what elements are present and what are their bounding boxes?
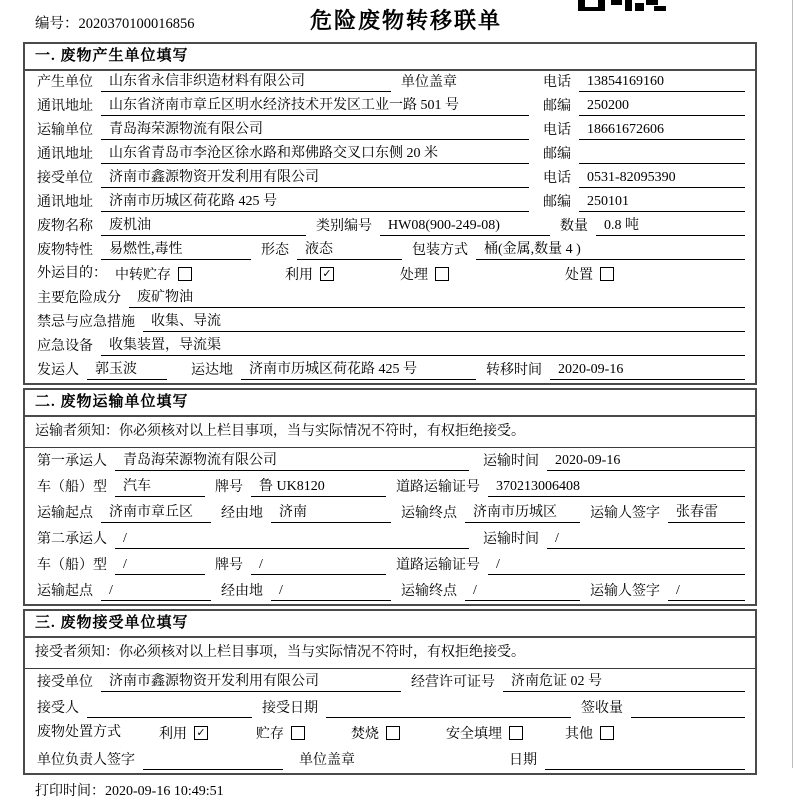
receive-unit-value: 济南市鑫源物资开发利用有限公司 <box>101 169 529 188</box>
row-taboo-measures <box>25 311 755 335</box>
vehicle-type-label: 车（船）型 <box>37 480 107 495</box>
endpoint-value: / <box>465 582 580 601</box>
row-waste-character <box>25 239 755 263</box>
via-value: / <box>271 582 391 601</box>
form-state-value: 液态 <box>297 241 402 260</box>
carrier-sign-value: 张春雷 <box>668 504 745 523</box>
address-label: 通讯地址 <box>37 99 93 114</box>
purpose-label: 外运目的： <box>37 265 107 281</box>
row-route-1 <box>25 500 755 526</box>
vehicle-type-value: / <box>115 556 205 575</box>
address-label: 通讯地址 <box>37 147 93 162</box>
first-carrier-label: 第一承运人 <box>37 454 107 469</box>
vehicle-type-value: 汽车 <box>115 478 205 497</box>
permit-number-label: 经营许可证号 <box>411 675 495 690</box>
checkbox-icon <box>291 726 305 740</box>
checkbox-icon <box>600 726 614 740</box>
receive-person-label: 接受人 <box>37 701 79 716</box>
page-right-edge <box>792 0 793 768</box>
road-license-value: / <box>488 556 745 575</box>
receiver-notice: 接受者须知：你必须核对以上栏目事项，当与实际情况不符时，有权拒绝接受。 <box>25 638 755 669</box>
checkbox-icon <box>386 726 400 740</box>
transport-time-value: / <box>547 530 745 549</box>
taboo-measures-value: 收集、导流 <box>143 313 745 332</box>
purpose-option-dispose: 处置 <box>565 264 614 284</box>
plate-value: 鲁 UK8120 <box>251 478 386 497</box>
phone-label: 电话 <box>543 171 571 186</box>
zip-value <box>579 146 745 164</box>
row-producer-unit <box>25 71 755 95</box>
row-transfer-purpose <box>25 263 755 287</box>
chief-signature-label: 单位负责人签字 <box>37 753 135 768</box>
chief-signature-value <box>143 752 283 770</box>
transport-unit-value: 青岛海荣源物流有限公司 <box>101 121 529 140</box>
transfer-time-label: 转移时间 <box>486 363 542 378</box>
receive-unit-label: 接受单位 <box>37 171 93 186</box>
zip-value: 250200 <box>579 97 745 116</box>
address-value: 山东省青岛市李沧区徐水路和郑佛路交叉口东侧 20 米 <box>101 145 529 164</box>
print-time <box>35 780 796 800</box>
endpoint-value: 济南市历城区 <box>465 504 580 523</box>
zip-label: 邮编 <box>543 195 571 210</box>
row-vehicle-1 <box>25 474 755 500</box>
section-transport <box>23 388 757 606</box>
emergency-equipment-label: 应急设备 <box>37 339 93 354</box>
section-receiver-header: 三. 废物接受单位填写 <box>25 611 755 638</box>
origin-label: 运输起点 <box>37 506 93 521</box>
origin-value: / <box>101 582 211 601</box>
checkbox-icon <box>435 267 449 281</box>
zip-value: 250101 <box>579 193 745 212</box>
document-header <box>0 0 796 42</box>
plate-value: / <box>251 556 386 575</box>
section-producer-header: 一. 废物产生单位填写 <box>25 44 755 71</box>
row-producer-address <box>25 95 755 119</box>
transport-unit-label: 运输单位 <box>37 123 93 138</box>
qr-code-icon <box>578 0 666 11</box>
road-license-label: 道路运输证号 <box>396 480 480 495</box>
purpose-option-treat: 处理 <box>400 264 565 284</box>
date-value <box>545 752 745 770</box>
row-receive-unit <box>25 167 755 191</box>
checkbox-icon <box>178 267 192 281</box>
hazard-component-value: 废矿物油 <box>129 289 745 308</box>
first-carrier-value: 青岛海荣源物流有限公司 <box>115 452 469 471</box>
sender-value: 郭玉波 <box>87 361 167 380</box>
section-receiver <box>23 609 757 775</box>
permit-number-value: 济南危证 02 号 <box>503 673 745 692</box>
row-emergency-equipment <box>25 335 755 359</box>
plate-label: 牌号 <box>215 480 243 495</box>
receive-unit-label: 接受单位 <box>37 675 93 690</box>
unit-seal-label: 单位盖章 <box>299 753 355 768</box>
row-first-carrier <box>25 448 755 474</box>
receive-unit-value: 济南市鑫源物资开发利用有限公司 <box>101 673 401 692</box>
row-vehicle-2 <box>25 552 755 578</box>
section-producer <box>23 42 757 385</box>
endpoint-label: 运输终点 <box>401 506 457 521</box>
taboo-measures-label: 禁忌与应急措施 <box>37 315 135 330</box>
origin-label: 运输起点 <box>37 584 93 599</box>
quantity-label: 数量 <box>560 219 588 234</box>
row-transport-address <box>25 143 755 167</box>
checkbox-icon <box>509 726 523 740</box>
waste-character-value: 易燃性,毒性 <box>101 241 251 260</box>
row-chief-signature <box>25 747 755 773</box>
disposal-method-label: 废物处置方式 <box>37 724 121 740</box>
packing-label: 包装方式 <box>412 243 468 258</box>
row-disposal-method <box>25 721 755 747</box>
phone-label: 电话 <box>543 75 571 90</box>
carrier-sign-label: 运输人签字 <box>590 584 660 599</box>
purpose-option-use: 利用 ✓ <box>285 264 400 284</box>
disposal-option-storage: 贮存 <box>256 723 305 743</box>
receive-date-label: 接受日期 <box>262 701 318 716</box>
waste-name-label: 废物名称 <box>37 219 93 234</box>
waste-character-label: 废物特性 <box>37 243 93 258</box>
checkbox-checked-icon: ✓ <box>194 726 208 740</box>
date-label: 日期 <box>509 753 537 768</box>
category-code-value: HW08(900-249-08) <box>380 217 550 236</box>
receive-person-value <box>87 700 252 718</box>
row-waste-name <box>25 215 755 239</box>
serial-number <box>35 12 195 33</box>
second-carrier-value: / <box>115 530 469 549</box>
row-receive-person <box>25 695 755 721</box>
serial-value: 2020370100016856 <box>78 16 195 32</box>
unit-seal-label: 单位盖章 <box>401 75 457 90</box>
via-value: 济南 <box>271 504 391 523</box>
sender-label: 发运人 <box>37 363 79 378</box>
carrier-sign-value: / <box>668 582 745 601</box>
row-route-2 <box>25 578 755 604</box>
origin-value: 济南市章丘区 <box>101 504 211 523</box>
row-hazard-component <box>25 287 755 311</box>
row-receive-address <box>25 191 755 215</box>
second-carrier-label: 第二承运人 <box>37 532 107 547</box>
via-label: 经由地 <box>221 584 263 599</box>
vehicle-type-label: 车（船）型 <box>37 558 107 573</box>
disposal-option-use: 利用 ✓ <box>159 723 208 743</box>
print-time-label: 打印时间： <box>35 784 105 799</box>
disposal-option-landfill: 安全填埋 <box>446 723 523 743</box>
producer-unit-label: 产生单位 <box>37 75 93 90</box>
plate-label: 牌号 <box>215 558 243 573</box>
emergency-equipment-value: 收集装置，导流渠 <box>101 337 745 356</box>
zip-label: 邮编 <box>543 147 571 162</box>
phone-value: 0531-82095390 <box>579 169 745 188</box>
carrier-sign-label: 运输人签字 <box>590 506 660 521</box>
address-value: 济南市历城区荷花路 425 号 <box>101 193 529 212</box>
transfer-time-value: 2020-09-16 <box>550 361 745 380</box>
print-time-value: 2020-09-16 10:49:51 <box>105 784 224 799</box>
address-label: 通讯地址 <box>37 195 93 210</box>
row-sender <box>25 359 755 383</box>
endpoint-label: 运输终点 <box>401 584 457 599</box>
hazard-component-label: 主要危险成分 <box>37 291 121 306</box>
row-second-carrier <box>25 526 755 552</box>
checkbox-checked-icon: ✓ <box>320 267 334 281</box>
destination-value: 济南市历城区荷花路 425 号 <box>241 361 476 380</box>
row-transport-unit <box>25 119 755 143</box>
road-license-value: 370213006408 <box>488 478 745 497</box>
checkbox-icon <box>600 267 614 281</box>
producer-unit-value: 山东省永信非织造材料有限公司 <box>101 73 391 92</box>
serial-label: 编号： <box>35 16 79 32</box>
signed-amount-label: 签收量 <box>581 701 623 716</box>
section-transport-header: 二. 废物运输单位填写 <box>25 390 755 417</box>
disposal-option-other: 其他 <box>565 723 614 743</box>
transporter-notice: 运输者须知：你必须核对以上栏目事项，当与实际情况不符时，有权拒绝接受。 <box>25 417 755 448</box>
purpose-option-storage: 中转贮存 <box>115 264 285 284</box>
transport-time-label: 运输时间 <box>483 454 539 469</box>
waste-name-value: 废机油 <box>101 217 306 236</box>
via-label: 经由地 <box>221 506 263 521</box>
address-value: 山东省济南市章丘区明水经济技术开发区工业一路 501 号 <box>101 97 529 116</box>
quantity-value: 0.8 吨 <box>596 217 745 236</box>
receive-date-value <box>326 700 571 718</box>
row-receive-unit <box>25 669 755 695</box>
transport-time-value: 2020-09-16 <box>547 452 745 471</box>
signed-amount-value <box>631 700 745 718</box>
page-title: 危险废物转移联单 <box>310 8 503 33</box>
phone-value: 18661672606 <box>579 121 745 140</box>
disposal-option-burn: 焚烧 <box>351 723 400 743</box>
category-code-label: 类别编号 <box>316 219 372 234</box>
packing-value: 桶(金属,数量 4 ) <box>476 241 745 260</box>
phone-value: 13854169160 <box>579 73 745 92</box>
road-license-label: 道路运输证号 <box>396 558 480 573</box>
transport-time-label: 运输时间 <box>483 532 539 547</box>
phone-label: 电话 <box>543 123 571 138</box>
form-state-label: 形态 <box>261 243 289 258</box>
zip-label: 邮编 <box>543 99 571 114</box>
destination-label: 运达地 <box>191 363 233 378</box>
